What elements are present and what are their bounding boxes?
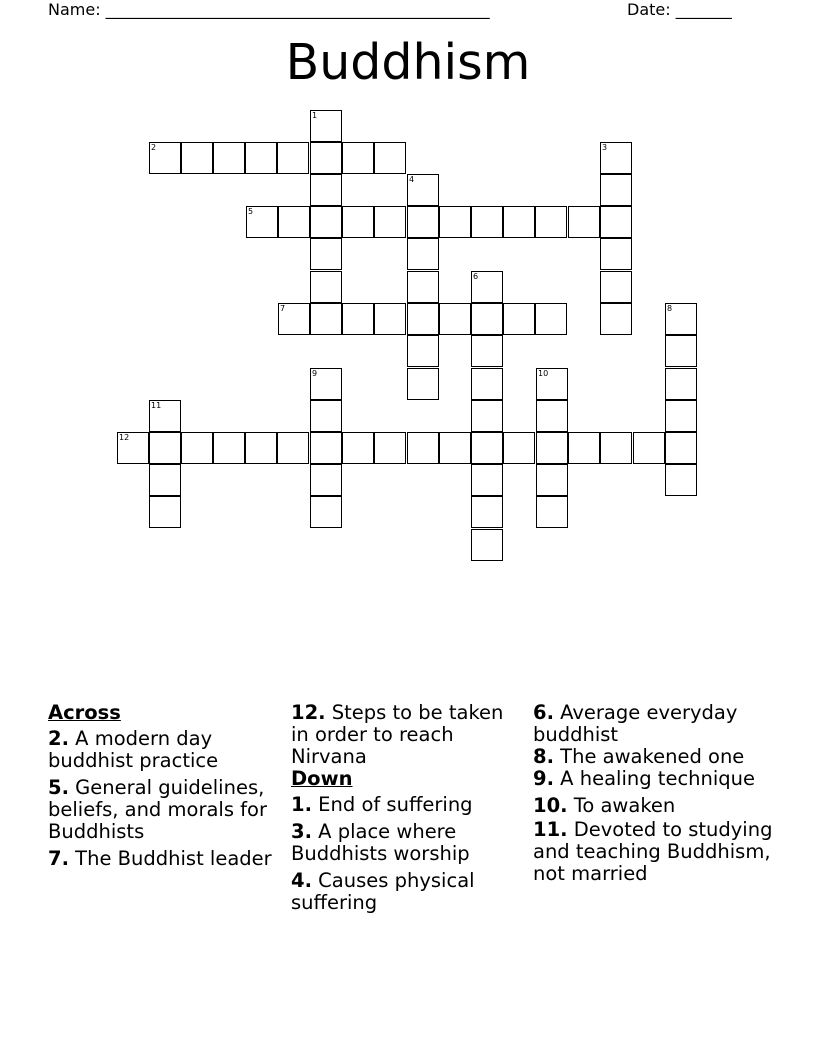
grid-cell[interactable] <box>277 432 309 464</box>
grid-cell[interactable] <box>535 303 567 335</box>
grid-cell[interactable] <box>342 432 374 464</box>
grid-cell[interactable] <box>310 496 342 528</box>
grid-cell[interactable] <box>213 432 245 464</box>
grid-cell[interactable] <box>407 206 439 238</box>
grid-cell[interactable] <box>600 206 632 238</box>
clue-text: End of suffering <box>311 793 473 816</box>
grid-cell[interactable] <box>407 335 439 367</box>
grid-cell[interactable] <box>600 174 632 206</box>
grid-cell[interactable] <box>149 142 181 174</box>
grid-cell[interactable] <box>471 368 503 400</box>
grid-cell[interactable] <box>117 432 149 464</box>
grid-cell[interactable] <box>407 368 439 400</box>
clue-text: General guidelines, beliefs, and morals for Buddhists <box>48 776 267 843</box>
grid-cell[interactable] <box>310 174 342 206</box>
clue-text: The awakened one <box>553 745 745 768</box>
clue-number: 3. <box>291 820 312 843</box>
grid-cell[interactable] <box>278 206 310 238</box>
grid-cell[interactable] <box>310 303 342 335</box>
grid-cell[interactable] <box>665 335 697 367</box>
clue-number: 9. <box>533 767 554 790</box>
grid-cell[interactable] <box>310 271 342 303</box>
cell-number: 1 <box>312 111 318 120</box>
clue-number: 6. <box>533 701 554 724</box>
grid-cell[interactable] <box>471 529 503 561</box>
grid-cell[interactable] <box>439 303 471 335</box>
grid-cell[interactable] <box>471 432 503 464</box>
grid-cell[interactable] <box>374 142 406 174</box>
clue-down-3 <box>291 821 523 865</box>
grid-cell[interactable] <box>536 400 568 432</box>
grid-cell[interactable] <box>149 496 181 528</box>
clue-number: 2. <box>48 727 69 750</box>
cell-number: 10 <box>538 369 549 378</box>
clue-text: Devoted to studying and teaching Buddhism, not married <box>533 818 773 885</box>
cell-number: 8 <box>667 304 673 313</box>
grid-cell[interactable] <box>342 142 374 174</box>
grid-cell[interactable] <box>439 432 471 464</box>
clue-number: 5. <box>48 776 69 799</box>
grid-cell[interactable] <box>471 464 503 496</box>
grid-cell[interactable] <box>471 271 503 303</box>
cell-number: 11 <box>151 401 162 410</box>
down-heading: Down <box>291 767 353 790</box>
clue-across-12 <box>291 702 523 768</box>
grid-cell[interactable] <box>536 464 568 496</box>
grid-cell[interactable] <box>471 303 503 335</box>
grid-cell[interactable] <box>213 142 245 174</box>
clue-number: 10. <box>533 794 568 817</box>
clue-down-10 <box>533 795 803 817</box>
cell-number: 9 <box>312 369 318 378</box>
clue-down-8 <box>533 746 803 768</box>
grid-cell[interactable] <box>407 238 439 270</box>
grid-cell[interactable] <box>471 206 503 238</box>
grid-cell[interactable] <box>245 142 277 174</box>
grid-cell[interactable] <box>665 368 697 400</box>
grid-cell[interactable] <box>245 432 277 464</box>
grid-cell[interactable] <box>407 432 439 464</box>
grid-cell[interactable] <box>503 432 535 464</box>
grid-cell[interactable] <box>310 400 342 432</box>
grid-cell[interactable] <box>633 432 665 464</box>
grid-cell[interactable] <box>665 303 697 335</box>
grid-cell[interactable] <box>439 206 471 238</box>
clues-column-3 <box>533 702 803 890</box>
cell-number: 4 <box>409 175 415 184</box>
date-field[interactable]: Date: _______ <box>627 0 732 19</box>
grid-cell[interactable] <box>665 400 697 432</box>
grid-cell[interactable] <box>407 271 439 303</box>
grid-cell[interactable] <box>149 432 181 464</box>
grid-cell[interactable] <box>310 464 342 496</box>
grid-cell[interactable] <box>600 432 632 464</box>
grid-cell[interactable] <box>310 110 342 142</box>
grid-cell[interactable] <box>374 432 406 464</box>
clue-number: 11. <box>533 818 568 841</box>
grid-cell[interactable] <box>310 432 342 464</box>
grid-cell[interactable] <box>665 464 697 496</box>
clue-text: Average everyday buddhist <box>533 701 738 746</box>
grid-cell[interactable] <box>342 206 374 238</box>
cell-number: 6 <box>473 272 479 281</box>
clues-column-2 <box>291 702 523 919</box>
clue-number: 7. <box>48 847 69 870</box>
grid-cell[interactable] <box>471 496 503 528</box>
clue-text: Causes physical suffering <box>291 869 475 914</box>
grid-cell[interactable] <box>600 271 632 303</box>
grid-cell[interactable] <box>536 432 568 464</box>
cell-number: 12 <box>119 433 130 442</box>
grid-cell[interactable] <box>374 206 406 238</box>
clue-text: A healing technique <box>553 767 756 790</box>
grid-cell[interactable] <box>407 303 439 335</box>
grid-cell[interactable] <box>310 206 342 238</box>
grid-cell[interactable] <box>278 303 310 335</box>
clue-down-4 <box>291 870 523 914</box>
clue-number: 8. <box>533 745 554 768</box>
grid-cell[interactable] <box>503 206 535 238</box>
clue-text: Steps to be taken in order to reach Nirvana <box>291 701 504 768</box>
grid-cell[interactable] <box>149 400 181 432</box>
clue-text: A modern day buddhist practice <box>48 727 219 772</box>
grid-cell[interactable] <box>407 174 439 206</box>
grid-cell[interactable] <box>310 142 342 174</box>
grid-cell[interactable] <box>181 432 213 464</box>
clues-column-1 <box>48 702 280 875</box>
clue-across-7 <box>48 848 280 870</box>
grid-cell[interactable] <box>471 400 503 432</box>
cell-number: 3 <box>602 143 608 152</box>
clue-text: To awaken <box>567 794 676 817</box>
grid-cell[interactable] <box>181 142 213 174</box>
grid-cell[interactable] <box>471 335 503 367</box>
grid-cell[interactable] <box>310 368 342 400</box>
across-heading: Across <box>48 701 121 724</box>
page-title: Buddhism <box>285 34 531 91</box>
grid-cell[interactable] <box>600 238 632 270</box>
clue-text: The Buddhist leader <box>68 847 272 870</box>
cell-number: 5 <box>248 207 254 216</box>
grid-cell[interactable] <box>246 206 278 238</box>
cell-number: 2 <box>151 143 157 152</box>
grid-cell[interactable] <box>536 368 568 400</box>
grid-cell[interactable] <box>503 303 535 335</box>
grid-cell[interactable] <box>535 206 567 238</box>
name-field[interactable]: Name: ________________________________________________ <box>48 0 490 19</box>
clue-across-5 <box>48 777 280 843</box>
grid-cell[interactable] <box>374 303 406 335</box>
clue-down-11 <box>533 819 803 885</box>
clue-down-6 <box>533 702 803 746</box>
grid-cell[interactable] <box>310 238 342 270</box>
grid-cell[interactable] <box>277 142 309 174</box>
grid-cell[interactable] <box>342 303 374 335</box>
grid-cell[interactable] <box>568 432 600 464</box>
grid-cell[interactable] <box>149 464 181 496</box>
cell-number: 7 <box>280 304 286 313</box>
clue-number: 12. <box>291 701 326 724</box>
grid-cell[interactable] <box>536 496 568 528</box>
grid-cell[interactable] <box>600 303 632 335</box>
grid-cell[interactable] <box>600 142 632 174</box>
grid-cell[interactable] <box>568 206 600 238</box>
clue-number: 4. <box>291 869 312 892</box>
clue-number: 1. <box>291 793 312 816</box>
clue-down-1 <box>291 794 523 816</box>
grid-cell[interactable] <box>665 432 697 464</box>
clue-text: A place where Buddhists worship <box>291 820 470 865</box>
clue-across-2 <box>48 728 280 772</box>
clue-down-9 <box>533 768 803 790</box>
